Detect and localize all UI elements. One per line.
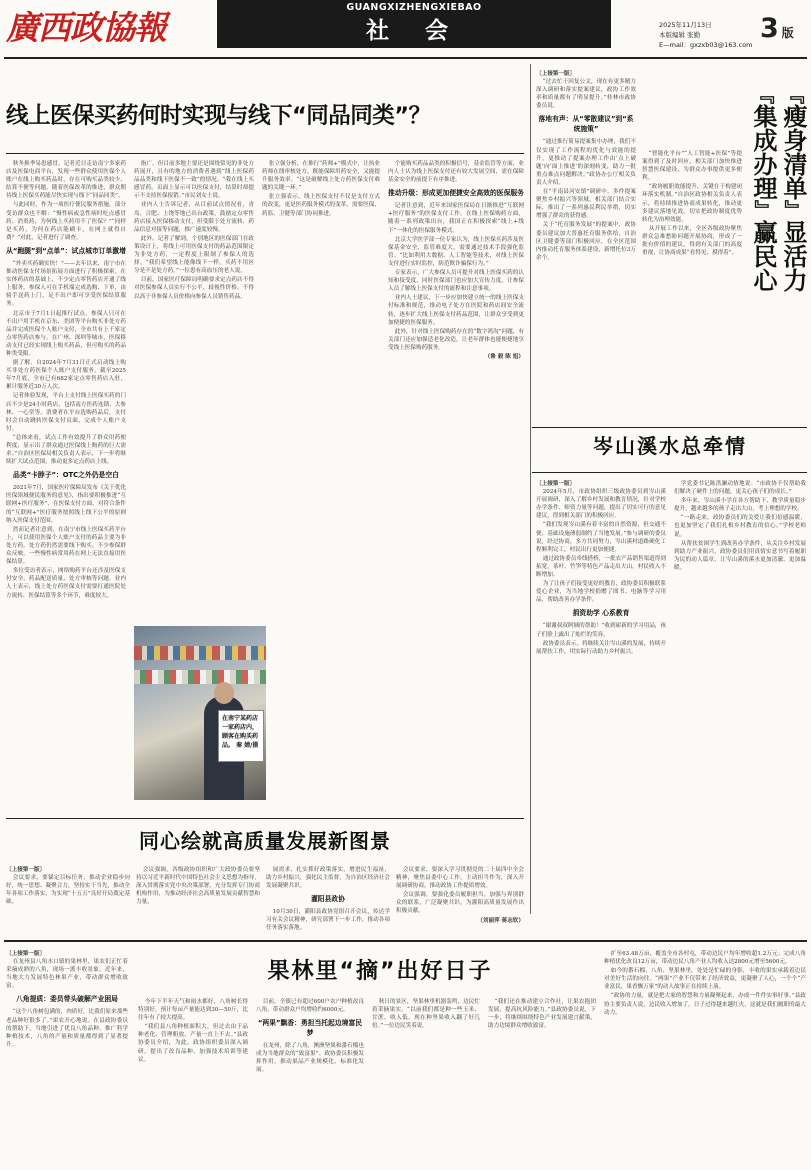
series-upper: 瘦身清单 xyxy=(779,104,807,200)
bottom-column-3 xyxy=(256,998,364,1166)
right-top-body-5: “智能化平台”“人工智能+医保”等提案得到了及时回应，相关部门加快推进智慧医保建设，为群众办事提供更多便利。 xyxy=(642,151,742,182)
series-title xyxy=(748,84,808,464)
editor-email: E—mail：gxzxb03@163.com xyxy=(659,41,753,49)
series-lower-bracket: 『 xyxy=(751,84,775,104)
rural-source: 〔上接第一版〕 xyxy=(536,481,576,487)
mid-article-headline: 同心绘就高质量发展新图景 xyxy=(139,829,391,853)
bottom-column-1 xyxy=(6,950,128,1166)
lead-right-body-6: 此外，针对线上医保购药存在的“数字鸿沟”问题，有关部门还应加强适老化改造，让老年群体也能便捷地享受线上医保购药服务。 xyxy=(388,328,524,351)
masthead-rule xyxy=(4,57,807,59)
lead-reporter: （鲁 毅 陈 旭） xyxy=(484,353,524,360)
photo-person-head xyxy=(214,682,234,704)
lead-s1-body-3: 据了解，自2024年7月31日正式启动线上购买非处方药医保个人账户支付服务。截至2025年7月底，全市已有682家定点零售药店入驻，累计服务近30万人次。 xyxy=(6,360,126,391)
lead-column-1 xyxy=(6,160,126,800)
lead-mid-body-6: 张立强表示，线上医保支付不仅是支付方式的改变，更是医药服务模式的变革，需要医保、药监、卫健等部门协同推进。 xyxy=(262,194,380,217)
series-upper-bracket-close: 』 xyxy=(781,200,805,220)
right-top-body-4: 关于“托育服务发展”的提案中，政协委员建议加大普惠托育服务供给，自治区卫健委等部门积极回应，在全区范围内推动托育服务体系建设，新增托位3万余个。 xyxy=(536,222,636,261)
right-top-body-7: 从开展工作以来，全区各级政协聚焦群众急难愁盼问题开展协商，形成了一批有价值的建议，得到有关部门的高度重视，让协商成果“看得见、摸得着”。 xyxy=(642,225,742,257)
rural-body-7: 学党委书记陈洪澜动情地说：“市政协不仅帮助我们解决了硬件上的问题，更关心孩子们的成长。” xyxy=(674,481,806,496)
rural-body-2: “我们发现岑山溪有着丰富的自然资源，但交通不便、基础设施薄弱制约了当地发展。”参与调研的委员说，经过协商，多方共同努力，岑山溪村道路硬化工程顺利完工，村民出行更加便捷。 xyxy=(536,522,666,553)
bottom-source: 〔上接第一版〕 xyxy=(6,951,46,957)
bottom-body-11: “政协的力量，就是把大家的智慧和力量凝聚起来，办成一件件实事好事。”县政协主要负责人说，边民收入增加了，日子过得越来越红火，这就是我们履职的最大动力。 xyxy=(604,993,806,1016)
right-top-column-1 xyxy=(536,70,636,380)
pinyin-title: GUANGXIZHENGXIEBAO xyxy=(346,2,482,13)
photo-shelf-1 xyxy=(134,646,266,660)
bottom-body-9: 扩至63.48万亩，覆盖全市各村屯，带动边民户均年增收超1.2万元；完成八角种植优化改良12万亩，带动边民八角产业人均收入达2800元增至5600元。 xyxy=(604,951,806,966)
right-top-body-1: “过去忙于回复公文，现在有更多精力深入调研和落实提案建议，政协工作效率和质量都有了明显提升。”桂林市政协委员说。 xyxy=(536,79,636,110)
bottom-body-6: 在龙州，除了八角，澳洲坚果和番石榴也成为当地群众的“致富果”。政协委员积极发挥作用，推动果品产业规模化、标准化发展。 xyxy=(256,1043,364,1074)
mid-column-4 xyxy=(396,866,524,936)
bottom-body-2: “这个八角树包满的，肉质好，比我们原来那些老品种好很多了。”果农开心地说。在县政协委员的帮助下，当地引进了优良八角品种，推广科学种植技术，八角的产量和质量都得到了显著提升。 xyxy=(6,1009,128,1048)
bottom-body-8: “我们还在推动建立合作社，让果农抱团发展，提高抗风险能力。”县政协委员说，下一步，将继续围绕特色产业发展建言献策，助力边境群众增收致富。 xyxy=(488,999,596,1030)
lead-s2-body-3: 多位受访者表示，网络购药平台还涉及医保支付安全、药品配送质量、处方审核等问题。业内人士表示，线上处方药医保支付需要打通医院处方流转、医保结算等多个环节，难度较大。 xyxy=(6,568,126,599)
lead-right-body-1: 个能购买药品品类的积极信号，基金监管等方面，业内人士认为线上医保支付还有较大发展空间，需在保障基金安全的前提下有序推进。 xyxy=(388,161,524,184)
rural-headline: 岑山溪水总牵情 xyxy=(593,434,747,458)
photo-caption: 在南宁某药店一家药店内，顾客在购买药品。 秦 婧/摄 xyxy=(222,715,259,749)
newspaper-logo: 廣西政協報 xyxy=(6,8,166,47)
lead-column-3 xyxy=(262,160,380,630)
lead-intro: 秋冬换季易患感冒。记者近日走访南宁多家药店及医保电商平台，发现一些群众使用医保个人账户在线上购买药品时，存在可购买品类较少、结算不便等问题。随着医保改革的推进，群众期待线上医保买药能尽快实现与线下“同品同类”。 xyxy=(6,161,126,200)
mid-column-1 xyxy=(6,866,130,936)
section-title: 社 会 xyxy=(365,18,462,44)
bottom-body-1: 在龙州县八角水口镇的果林里，果农们正忙着采摘成熟的八角，现场一派丰收景象。近年来，当地大力发展特色林果产业，带动群众增收致富。 xyxy=(6,959,128,990)
rural-body-1: 2024年5月，市政协组织三级政协委员到岑山溪开展调研，深入了解乡村发展和教育情况，针对学校办学条件、师资力量等问题，提出了切实可行的意见建议，得到相关部门的积极回应。 xyxy=(536,489,666,520)
lead-s2-body-2: 然而记者注意到，在南宁市线上医保买药平台上，可以使用医保个人账户支付的药品主要为非处方药，处方药仍然需要线下购买。不少参保群众反映，一些慢性病常用药在网上无法直接用医保结算。 xyxy=(6,526,126,566)
mid-column-2 xyxy=(136,866,260,936)
rural-top-rule xyxy=(532,427,807,428)
lead-right-body-2: 记者注意到，近年来国家医保局在日渐推进“互联网+医疗服务”的医保支付工作。在线上医保购药方面，随着一系列政策出台，我国正在积极探索“线上+线下”一体化的医保服务模式。 xyxy=(388,203,524,234)
mid-subtitle: 灌阳县政协 xyxy=(311,895,345,904)
right-top-body-2: “通过推行简易提案集中办理，我们不仅实现了工作流程的优化与效能的提升，更推动了提案办理工作由‘点上破题’向‘面上推进’的深刻转变，助力一批重点难点问题解决。”政协办公厅相关负责人介绍。 xyxy=(536,139,636,186)
bottom-body-4: “我们县八角种植面积大，但过去由于品种老化、管理粗放，产量一直上不去。”县政协委员介绍，为此，政协组织委员深入调研，提出了改良品种、加强技术培训等建议。 xyxy=(138,1024,248,1063)
right-top-column-2 xyxy=(642,150,742,380)
section-band xyxy=(217,0,611,48)
series-lower-tail: 赢民心 xyxy=(749,220,777,292)
rural-body-3: 通过政协委员牵线搭桥，一批农产品销售渠道得到拓宽，茶叶、竹笋等特色产品走出大山，村民收入不断增加。 xyxy=(536,555,666,579)
photo-shelf-2 xyxy=(134,670,266,684)
rural-body-4: 为了让孩子们接受更好的教育，政协委员积极联系爱心企业，为当地学校捐赠了图书、电脑等学习用品，帮助改善办学条件。 xyxy=(536,581,666,604)
lead-column-2 xyxy=(134,160,254,630)
lead-s1-body-1: “外卖买药确实快！”——去年以来，南宁市在推动医保支付场景拓展方面进行了积极探索。在实体药店的基础上，不少定点零售药店开通了线上服务，参保人可在手机端完成选购、下单，由骑手送药上门，足不出户即可享受医保结算服务。 xyxy=(6,260,126,308)
lead-headline-rule xyxy=(6,153,524,154)
lead-mid-body-1: 指广。但目前多地主要还是围绕常见的非处方药展开，且有的地方的消费者遇到“线上医保药品品类和线下医保不一致”的情况。“我在线上买感冒药，页面上显示可以医保支付，结算时却提示不支持医保报销。”市民刘女士说。 xyxy=(134,161,254,200)
series-lower-bracket-close: 』 xyxy=(751,200,775,220)
bottom-column-6 xyxy=(604,950,806,1166)
mid-column-3 xyxy=(266,866,390,936)
lead-s1-body-2: 北京市于7月1日起推行试点，参保人只可在不出户用手机在京东、美团等平台购买非处方药品并完成医保个人账户支付，全市共有上千家定点零售药店参与。在广州、深圳等城市，医保移动支付已经实现线上购买药品，但可购买的药品种类受限。 xyxy=(6,310,126,357)
mid-byline: （刘丽萍 蒋志钦） xyxy=(477,917,524,924)
mid-article-top-rule xyxy=(6,818,524,819)
bottom-column-2 xyxy=(138,998,248,1166)
mid-body-4: 10月30日，灌阳县政协党组召开会议，传达学习有关会议精神，研究部署下一步工作，推动各项任务落实落地。 xyxy=(266,909,390,932)
lead-right-body-4: 专家表示，广大参保人员可提升对线上医保买药的认知和接受度，同时医保部门也应加大宣传力度，让参保人员了解线上医保支付的流程和注意事项。 xyxy=(388,270,524,293)
page-number-suffix: 版 xyxy=(781,26,794,40)
lead-right-body-5: 业内人士建议，下一步应加快建立统一的线上医保支付标准和规范，推动电子处方在医院和药店间安全流转，逐步扩大线上医保支付药品范围，让群众享受到更加便捷的医保服务。 xyxy=(388,295,524,326)
rural-body-6: 政协委员表示，将继续关注岑山溪的发展，持续开展帮扶工作，用实际行动助力乡村振兴。 xyxy=(536,640,666,655)
lead-right-body-3: 北京大学医学部一位专家认为，线上医保买药涉及医保基金安全，监管难度大，需要通过技术手段强化监管。“比如利用大数据、人工智能等技术，对线上医保支付进行实时监控，防范欺诈骗保行为。” xyxy=(388,236,524,267)
issue-date: 2025年11月13日 xyxy=(659,21,712,29)
lead-mid-body-5: 张立强分析，在推行“药师+”模式中，让执业药师在线审核处方，既能保障用药安全，又能提升服务效率。“这是破解线上处方药医保支付难题的关键一环。” xyxy=(262,161,380,192)
pharmacy-photo xyxy=(134,626,266,800)
lead-column-4 xyxy=(388,160,524,800)
lead-subtitle-2: 品类“卡脖子”：OTC之外仍是空白 xyxy=(13,471,119,480)
rural-subtitle: 捐资助学 心系教育 xyxy=(572,609,630,618)
right-top-source: 〔上接第一版〕 xyxy=(536,71,576,77)
photo-caption-box xyxy=(218,710,264,762)
bottom-subtitle-1: 八角提质：委员带头破解产业困局 xyxy=(16,995,118,1004)
page-number xyxy=(760,13,794,45)
bottom-headline: 果林里“摘”出好日子 xyxy=(267,959,493,984)
bottom-top-rule xyxy=(4,940,807,942)
lead-subtitle-1: 从“跑腿”到“点单”：试点城市订单激增 xyxy=(6,246,126,255)
bottom-body-3: 今年下半年天气和雨水都好，八角树长得特别好，预计每亩产量能达到30—50斤，比往年有了较大提高。 xyxy=(138,999,248,1022)
mid-source: 〔上接第一版〕 xyxy=(6,867,46,873)
series-upper-tail: 显活力 xyxy=(779,220,807,292)
rural-body-9: “一路走来，政协委员们的关爱让我们倍感温暖，也更加坚定了我们扎根乡村教育的信心。”学校老师说。 xyxy=(674,515,806,538)
mid-body-3: 展需求，扎实抓好政策落实，增进民生福祉，助力乡村振兴，强化民主监督，为自治区经济社会发展凝聚共识。 xyxy=(266,867,390,890)
masthead xyxy=(0,0,811,60)
rural-body-5: “谢谢叔叔阿姨的帮助！”收到崭新的学习用品，孩子们脸上露出了灿烂的笑容。 xyxy=(536,623,666,638)
bottom-subtitle-2: “两果”飘香：勇担当托起边境富民梦 xyxy=(257,1019,363,1038)
page-number-digit: 3 xyxy=(760,13,779,44)
rural-body-8: 多年来，岑山溪小学在各方帮助下，教学质量稳步提升，越来越多的孩子走出大山，考上理想的学校。 xyxy=(674,498,806,513)
lead-s1-body-5: “总体来看，试点工作有效提升了群众用药便利度，显示出了群众通过医保线上购药的巨大需求。”自治区医保局相关负责人表示，下一步将继续扩大试点范围，推动更多定点药店上线。 xyxy=(6,434,126,466)
mid-body-6: 会议强调，要强化委员履职担当，加强与界别群众的联系，广泛凝聚共识，为灌阳高质量发展作出积极贡献。 xyxy=(396,892,524,915)
mid-body-2: 会议强调，各级政协组织和广大政协委员要坚持以习近平新时代中国特色社会主义思想为指导，深入贯彻落实党中央决策部署，充分发挥专门协商机构作用，为推动经济社会高质量发展贡献智慧和力量。 xyxy=(136,867,260,906)
bottom-body-7: 秋日的景区，坚果林里机器轰鸣，边民忙着采摘果实。“以前我们都是种一些玉米、甘蔗，收入低，现在种坚果收入翻了好几倍。”一位边民笑着说。 xyxy=(372,999,480,1030)
bottom-body-5: 目前，全镇已有超过600户农户种植改良八角，带动群众户均增收约6000元。 xyxy=(256,999,364,1014)
lead-mid-body-3: 此外，记者了解到，个别地区的医保部门在政策设计上，将线上可用医保支付的药品范围限定为非处方药，一定程度上限制了参保人的选择。“我们希望线上能像线下一样，买药不用区分是不是处方药。”一位患有高血压的老人说。 xyxy=(134,235,254,275)
bottom-column-4 xyxy=(372,998,480,1166)
mid-body-1: 会议要求，要锚定目标任务，推动企业稳步向好，统一思想、凝聚合力，坚持实干当先，推动全年各项工作落实，为实现“十五五”良好开局奠定基础。 xyxy=(6,875,130,906)
series-upper-bracket: 『 xyxy=(781,84,805,104)
lead-mid-body-4: 目前，国家医疗保障局明确要求定点药店不得对医保参保人员实行不公平、歧视性价格。不得以高于非参保人员价格向参保人员销售药品。 xyxy=(134,277,254,300)
mid-body-5: 会议要求，要深入学习贯彻党的二十届四中全会精神，聚焦县委中心工作，主动担当作为，深入开展调研协商，推动政协工作提质增效。 xyxy=(396,867,524,890)
bottom-column-5 xyxy=(488,998,596,1166)
column-divider-right xyxy=(530,64,531,914)
lead-body: 与此同时，作为一项医疗便民服务措施，部分受访群众也不解：“慢性病或急性病时吃点感冒药、消炎药，为何线上买药用不了医保？”“同样是买药，为何在药店能刷卡，在网上就得自费？”对此，记者进行了调查。 xyxy=(6,202,126,241)
lead-headline: 线上医保买药何时实现与线下“同品同类”？ xyxy=(6,103,431,129)
lead-s2-body-1: 2021年7月，国家医疗保障局发布《关于优化医保领域便民服务的意见》，指出要积极推进“互联网+医疗服务”，在医保支付方面，对符合条件的“互联网+”医疗服务按照线上线下公平的原则纳入医保支付范围。 xyxy=(6,485,126,524)
right-top-subtitle: 落地有声：从“零散建议”到“系统施策” xyxy=(538,115,634,134)
lead-s1-body-4: 记者体验发现，平台上支付线上医保买药的门店不少是24小时药店，包括南方医药连锁、大参林、一心堂等。消费者在平台选购药品后，支付时会自动跳转医保支付页面，完成个人账户支付。 xyxy=(6,393,126,432)
lead-mid-body-2: 业内人士告诉记者，从目前试点情况看，青岛、合肥、上饶等地已出台政策，鼓励定点零售药店接入医保移动支付，但受限于处方流转、药品信息对接等问题，推广速度较慢。 xyxy=(134,202,254,233)
right-top-body-3: 在“平南县河安镇”调研中，多件提案聚焦乡村振兴等领域，相关部门结合实际，推出了一系列惠民利民举措，切实增强了群众的获得感。 xyxy=(536,189,636,220)
rural-headline-rule xyxy=(532,472,807,473)
lead-subtitle-3: 推动升级：形成更加便捷安全高效的医保服务 xyxy=(388,189,524,198)
bottom-body-10: 如今的番石榴、八角、坚果林里，处处是忙碌的身影，丰收的果实承载着边民对美好生活的向往。“两果”产业不仅带来了经济效益，更凝聚了人心，一个个“产业富民、果香飘万家”的动人故事正在持续上演。 xyxy=(604,968,806,991)
rural-body-10: 从帮扶贫困学生到改善办学条件，从关注乡村发展到助力产业振兴，政协委员们用真情实意书写着履职为民的动人篇章，让岑山溪的溪水更加清澈、更加温暖。 xyxy=(674,540,806,571)
series-lower: 集成办理 xyxy=(749,104,777,200)
page-editor: 本版编辑 张勤 xyxy=(659,31,701,39)
right-top-body-6: “政协履职效能提升，关键在于构建闭环落实机制。”自治区政协相关负责人表示，将持续推进协商成果转化，推动更多建议落地见效，切实把政协制度优势转化为治理效能。 xyxy=(642,184,742,223)
